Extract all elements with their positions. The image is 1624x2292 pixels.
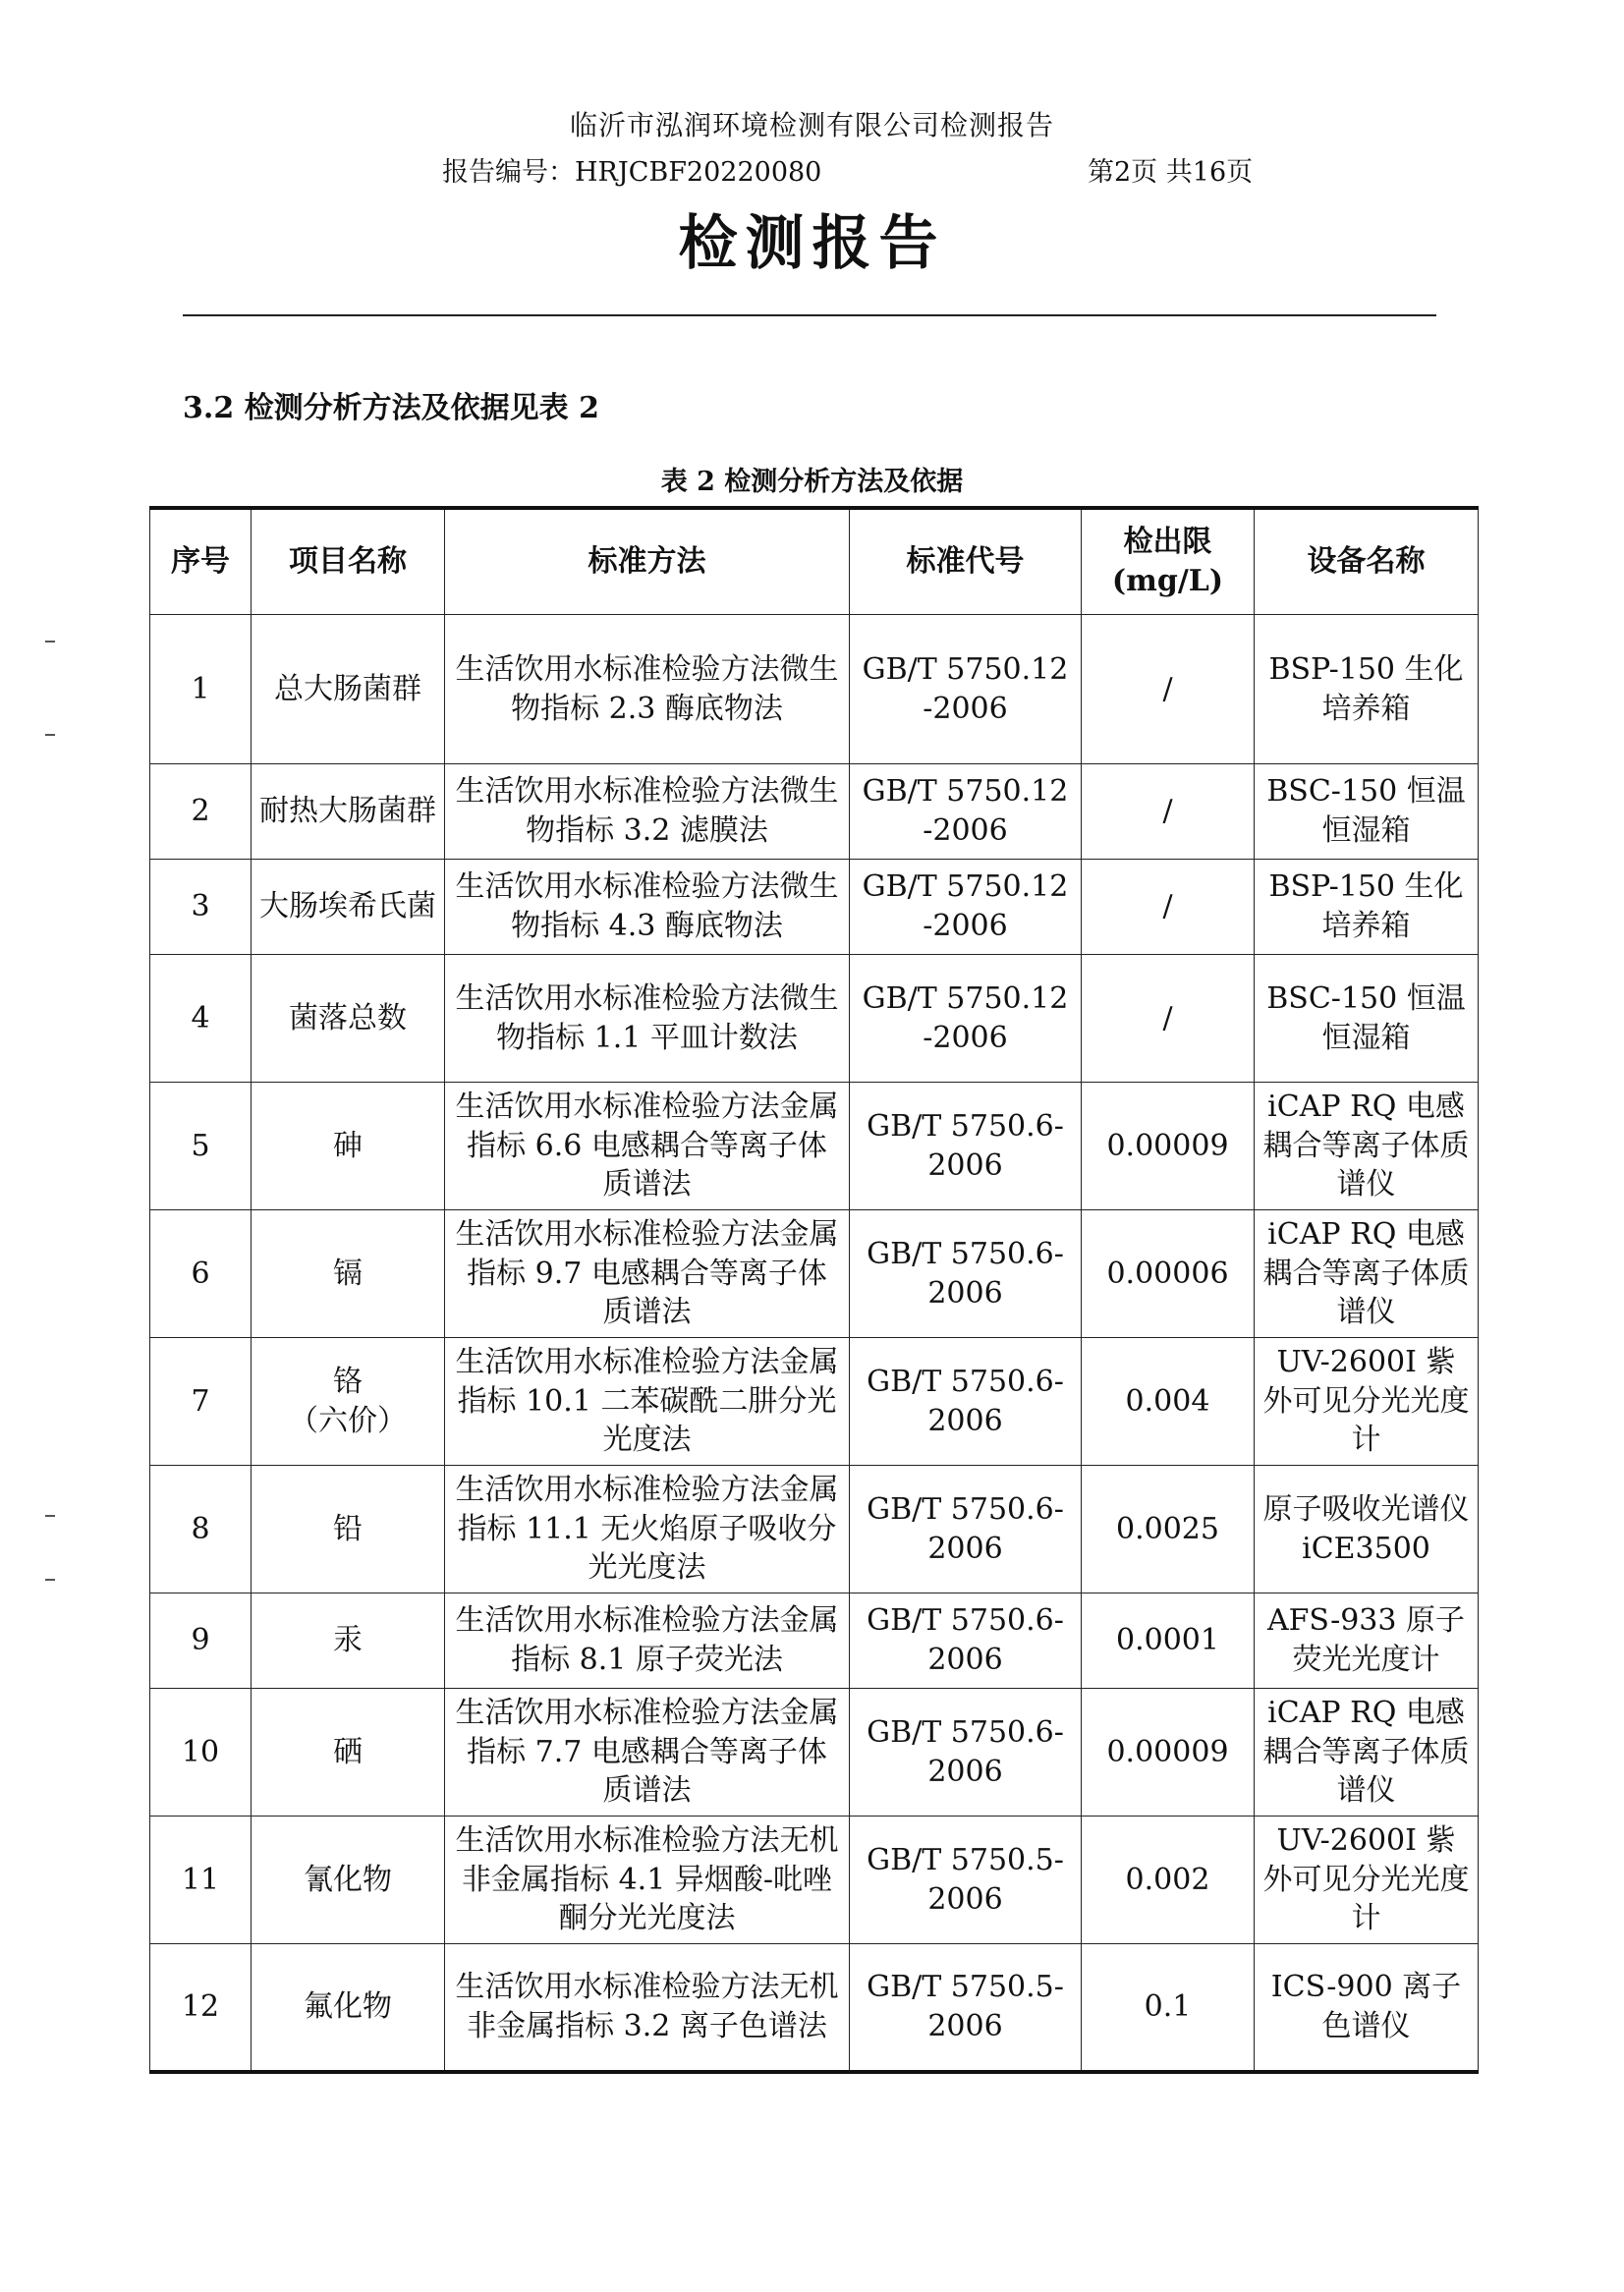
cell-limit: / [1082,955,1255,1083]
cell-no: 10 [150,1689,252,1817]
methods-table [149,506,1479,2074]
cell-limit: / [1082,860,1255,955]
cell-method: 生活饮用水标准检验方法无机非金属指标 3.2 离子色谱法 [445,1944,850,2072]
cell-code: GB/T 5750.12-2006 [850,860,1082,955]
cell-no: 2 [150,764,252,860]
report-number: 报告编号：HRJCBF20220080 [442,157,822,188]
table-row [150,764,1479,860]
cell-method: 生活饮用水标准检验方法金属指标 11.1 无火焰原子吸收分光光度法 [445,1466,850,1593]
cell-code: GB/T 5750.5-2006 [850,1944,1082,2072]
cell-equipment: BSP-150 生化培养箱 [1255,860,1479,955]
header-item: 项目名称 [252,508,445,615]
cell-limit: 0.00006 [1082,1210,1255,1338]
scan-edge-mark [45,1515,55,1517]
cell-limit: 0.0025 [1082,1466,1255,1593]
cell-limit: 0.004 [1082,1338,1255,1466]
cell-method: 生活饮用水标准检验方法无机非金属指标 4.1 异烟酸-吡唑酮分光光度法 [445,1817,850,1944]
page-number: 第2页 共16页 [1088,157,1254,188]
cell-item: 铬 （六价） [252,1338,445,1466]
table-row [150,1210,1479,1338]
title-divider [183,314,1436,316]
cell-method: 生活饮用水标准检验方法金属指标 6.6 电感耦合等离子体质谱法 [445,1083,850,1210]
cell-code: GB/T 5750.6-2006 [850,1593,1082,1689]
cell-method: 生活饮用水标准检验方法微生物指标 3.2 滤膜法 [445,764,850,860]
cell-item: 大肠埃希氏菌 [252,860,445,955]
cell-method: 生活饮用水标准检验方法微生物指标 1.1 平皿计数法 [445,955,850,1083]
cell-item: 耐热大肠菌群 [252,764,445,860]
cell-code: GB/T 5750.5-2006 [850,1817,1082,1944]
table-row [150,1593,1479,1689]
cell-limit: 0.00009 [1082,1083,1255,1210]
cell-item: 总大肠菌群 [252,615,445,764]
cell-item: 镉 [252,1210,445,1338]
table-row [150,1689,1479,1817]
cell-no: 7 [150,1338,252,1466]
company-header: 临沂市泓润环境检测有限公司检测报告 [569,109,1054,141]
cell-equipment: BSC-150 恒温恒湿箱 [1255,955,1479,1083]
cell-code: GB/T 5750.12-2006 [850,955,1082,1083]
cell-method: 生活饮用水标准检验方法金属指标 8.1 原子荧光法 [445,1593,850,1689]
cell-no: 4 [150,955,252,1083]
cell-code: GB/T 5750.6-2006 [850,1338,1082,1466]
cell-method: 生活饮用水标准检验方法金属指标 9.7 电感耦合等离子体质谱法 [445,1210,850,1338]
cell-code: GB/T 5750.6-2006 [850,1689,1082,1817]
section-heading: 3.2 检测分析方法及依据见表 2 [183,391,599,425]
cell-limit: 0.00009 [1082,1689,1255,1817]
table-row [150,1817,1479,1944]
header-equipment: 设备名称 [1255,508,1479,615]
cell-no: 6 [150,1210,252,1338]
header-limit: 检出限 (mg/L) [1082,508,1255,615]
cell-code: GB/T 5750.6-2006 [850,1466,1082,1593]
cell-no: 9 [150,1593,252,1689]
cell-equipment: iCAP RQ 电感耦合等离子体质谱仪 [1255,1689,1479,1817]
cell-no: 5 [150,1083,252,1210]
cell-item: 硒 [252,1689,445,1817]
cell-equipment: iCAP RQ 电感耦合等离子体质谱仪 [1255,1083,1479,1210]
cell-method: 生活饮用水标准检验方法金属指标 10.1 二苯碳酰二肼分光光度法 [445,1338,850,1466]
cell-equipment: iCAP RQ 电感耦合等离子体质谱仪 [1255,1210,1479,1338]
cell-limit: / [1082,615,1255,764]
header-method: 标准方法 [445,508,850,615]
cell-equipment: BSC-150 恒温恒湿箱 [1255,764,1479,860]
table-row [150,955,1479,1083]
cell-limit: 0.0001 [1082,1593,1255,1689]
table-body [150,615,1479,2072]
cell-equipment: 原子吸收光谱仪 iCE3500 [1255,1466,1479,1593]
cell-item: 氟化物 [252,1944,445,2072]
table-row [150,615,1479,764]
table-caption: 表 2 检测分析方法及依据 [660,467,964,497]
cell-item: 砷 [252,1083,445,1210]
scan-edge-mark [45,734,55,736]
cell-no: 3 [150,860,252,955]
cell-equipment: BSP-150 生化培养箱 [1255,615,1479,764]
cell-item: 菌落总数 [252,955,445,1083]
page-title: 检测报告 [678,209,946,278]
cell-code: GB/T 5750.12-2006 [850,615,1082,764]
table-row [150,1466,1479,1593]
scan-edge-mark [45,641,55,643]
cell-equipment: AFS-933 原子荧光光度计 [1255,1593,1479,1689]
cell-equipment: UV-2600I 紫外可见分光光度计 [1255,1338,1479,1466]
table-row [150,1944,1479,2072]
table-row [150,1338,1479,1466]
header-no: 序号 [150,508,252,615]
cell-item: 铅 [252,1466,445,1593]
cell-equipment: ICS-900 离子色谱仪 [1255,1944,1479,2072]
cell-no: 11 [150,1817,252,1944]
table-row [150,1083,1479,1210]
cell-code: GB/T 5750.12-2006 [850,764,1082,860]
table-row [150,860,1479,955]
cell-code: GB/T 5750.6-2006 [850,1083,1082,1210]
cell-no: 1 [150,615,252,764]
cell-method: 生活饮用水标准检验方法微生物指标 4.3 酶底物法 [445,860,850,955]
cell-no: 8 [150,1466,252,1593]
cell-method: 生活饮用水标准检验方法微生物指标 2.3 酶底物法 [445,615,850,764]
cell-no: 12 [150,1944,252,2072]
header-code: 标准代号 [850,508,1082,615]
cell-item: 氰化物 [252,1817,445,1944]
cell-limit: 0.1 [1082,1944,1255,2072]
cell-code: GB/T 5750.6-2006 [850,1210,1082,1338]
table-header-row [150,508,1479,615]
cell-limit: 0.002 [1082,1817,1255,1944]
cell-limit: / [1082,764,1255,860]
cell-item: 汞 [252,1593,445,1689]
cell-equipment: UV-2600I 紫外可见分光光度计 [1255,1817,1479,1944]
cell-method: 生活饮用水标准检验方法金属指标 7.7 电感耦合等离子体质谱法 [445,1689,850,1817]
scan-edge-mark [45,1579,55,1581]
